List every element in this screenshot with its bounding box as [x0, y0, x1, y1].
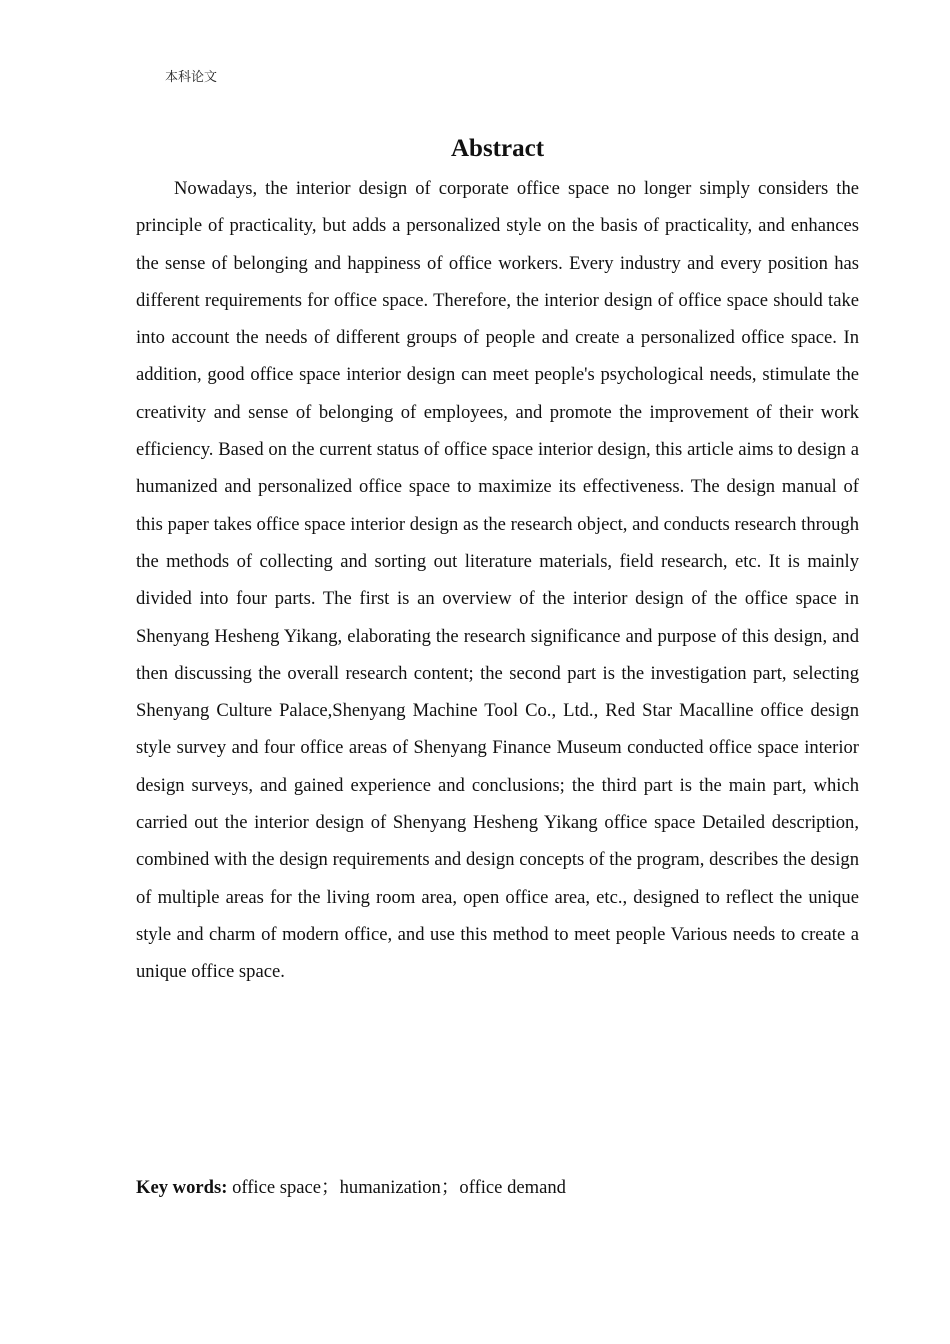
keywords-label: Key words:: [136, 1177, 228, 1198]
keywords-items: office space；humanization；office demand: [227, 1177, 566, 1198]
running-header: 本科论文: [165, 70, 218, 85]
abstract-body: Nowadays, the interior design of corporate office space no longer simply considers the principle of practicality, but adds a personalized style on the basis of practicality, and enhances the sense of belonging and happiness of office workers. Every industry and every position has different requirements for office space. Therefore, the interior design of office space should take into account the needs of different groups of people and create a personalized office space. In addition, good office space interior design can meet people's psychological needs, stimulate the creativity and sense of belonging of employees, and promote the improvement of their work efficiency. Based on the current status of office space interior design, this article aims to design a humanized and personalized office space to maximize its effectiveness. The design manual of this paper takes office space interior design as the research object, and conducts research through the methods of collecting and sorting out literature materials, field research, etc. It is mainly divided into four parts. The first is an overview of the interior design of the office space in Shenyang Hesheng Yikang, elaborating the research significance and purpose of this design, and then discussing the overall research content; the second part is the investigation part, selecting Shenyang Culture Palace,Shenyang Machine Tool Co., Ltd., Red Star Macalline office design style survey and four office areas of Shenyang Finance Museum conducted office space interior design surveys, and gained experience and conclusions; the third part is the main part, which carried out the interior design of Shenyang Hesheng Yikang office space Detailed description, combined with the design requirements and design concepts of the program, describes the design of multiple areas for the living room area, open office area, etc., designed to reflect the unique style and charm of modern office, and use this method to meet people Various needs to create a unique office space.: [136, 178, 859, 983]
abstract-title: Abstract: [450, 135, 545, 162]
keywords-line: [136, 1172, 859, 1204]
